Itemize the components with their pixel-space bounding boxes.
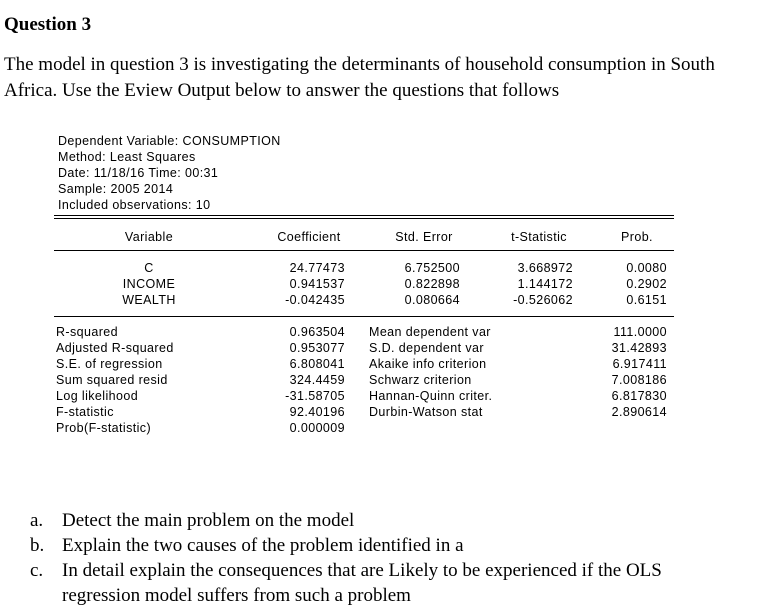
stat-label: Mean dependent var bbox=[369, 325, 491, 339]
sample-line: Sample: 2005 2014 bbox=[58, 182, 174, 196]
question-title: Question 3 bbox=[4, 14, 92, 35]
stat-value: 0.953077 bbox=[289, 341, 345, 355]
observations-line: Included observations: 10 bbox=[58, 198, 211, 212]
row-variable: C bbox=[144, 261, 154, 275]
eviews-output bbox=[54, 134, 674, 434]
divider-header bbox=[54, 250, 674, 251]
row-variable: INCOME bbox=[122, 277, 176, 291]
stat-value: 111.0000 bbox=[613, 325, 667, 339]
row-coefficient: 24.77473 bbox=[289, 261, 345, 275]
stat-label: Durbin-Watson stat bbox=[369, 405, 483, 419]
stat-label: Hannan-Quinn criter. bbox=[369, 389, 493, 403]
question-list bbox=[30, 508, 742, 608]
divider-top-2 bbox=[54, 218, 674, 219]
stat-label: Schwarz criterion bbox=[369, 373, 472, 387]
stat-value: 31.42893 bbox=[611, 341, 667, 355]
stat-label: Log likelihood bbox=[56, 389, 139, 403]
question-label: a. bbox=[30, 510, 44, 531]
stat-value: -31.58705 bbox=[285, 389, 345, 403]
intro-paragraph: The model in question 3 is investigating the determinants of household consumption in South Africa. Use the Eview Output below to answer the questions that follows bbox=[4, 54, 715, 101]
question-item-c bbox=[30, 558, 742, 608]
stat-value: 6.808041 bbox=[289, 357, 345, 371]
dependent-variable-line: Dependent Variable: CONSUMPTION bbox=[58, 134, 281, 148]
method-line: Method: Least Squares bbox=[58, 150, 196, 164]
question-item-a bbox=[30, 508, 742, 533]
question-item-b bbox=[30, 533, 742, 558]
col-header-std-error: Std. Error bbox=[395, 230, 453, 244]
col-header-variable: Variable bbox=[124, 230, 174, 244]
row-std-error: 0.080664 bbox=[404, 293, 460, 307]
row-variable: WEALTH bbox=[122, 293, 176, 307]
stat-label: S.E. of regression bbox=[56, 357, 163, 371]
stat-label: Adjusted R-squared bbox=[56, 341, 174, 355]
stat-label: S.D. dependent var bbox=[369, 341, 484, 355]
row-prob: 0.0080 bbox=[626, 261, 667, 275]
question-text: In detail explain the consequences that are Likely to be experienced if the OLS regression model suffers from such a problem bbox=[62, 560, 662, 606]
col-header-coefficient: Coefficient bbox=[277, 230, 341, 244]
row-coefficient: 0.941537 bbox=[289, 277, 345, 291]
stat-value: 6.917411 bbox=[612, 357, 667, 371]
divider-middle bbox=[54, 316, 674, 317]
question-text: Detect the main problem on the model bbox=[62, 510, 355, 531]
col-header-t-statistic: t-Statistic bbox=[511, 230, 567, 244]
stat-value: 92.40196 bbox=[289, 405, 345, 419]
stat-label: Prob(F-statistic) bbox=[56, 421, 152, 435]
col-header-prob: Prob. bbox=[621, 230, 653, 244]
question-label: b. bbox=[30, 535, 45, 556]
row-std-error: 0.822898 bbox=[404, 277, 460, 291]
stat-value: 0.963504 bbox=[289, 325, 345, 339]
row-t-statistic: 3.668972 bbox=[517, 261, 573, 275]
stat-label: Sum squared resid bbox=[56, 373, 168, 387]
stat-value: 0.000009 bbox=[289, 421, 345, 435]
row-prob: 0.2902 bbox=[626, 277, 667, 291]
stat-label: Akaike info criterion bbox=[369, 357, 487, 371]
row-std-error: 6.752500 bbox=[404, 261, 460, 275]
stat-label: F-statistic bbox=[56, 405, 114, 419]
stat-value: 6.817830 bbox=[611, 389, 667, 403]
stat-value: 2.890614 bbox=[611, 405, 667, 419]
question-label: c. bbox=[30, 560, 44, 581]
row-prob: 0.6151 bbox=[626, 293, 667, 307]
row-t-statistic: -0.526062 bbox=[513, 293, 573, 307]
question-text: Explain the two causes of the problem identified in a bbox=[62, 535, 464, 556]
row-coefficient: -0.042435 bbox=[285, 293, 345, 307]
stat-value: 7.008186 bbox=[611, 373, 667, 387]
stat-value: 324.4459 bbox=[289, 373, 345, 387]
row-t-statistic: 1.144172 bbox=[517, 277, 573, 291]
divider-top bbox=[54, 215, 674, 216]
date-line: Date: 11/18/16 Time: 00:31 bbox=[58, 166, 219, 180]
stat-label: R-squared bbox=[56, 325, 118, 339]
